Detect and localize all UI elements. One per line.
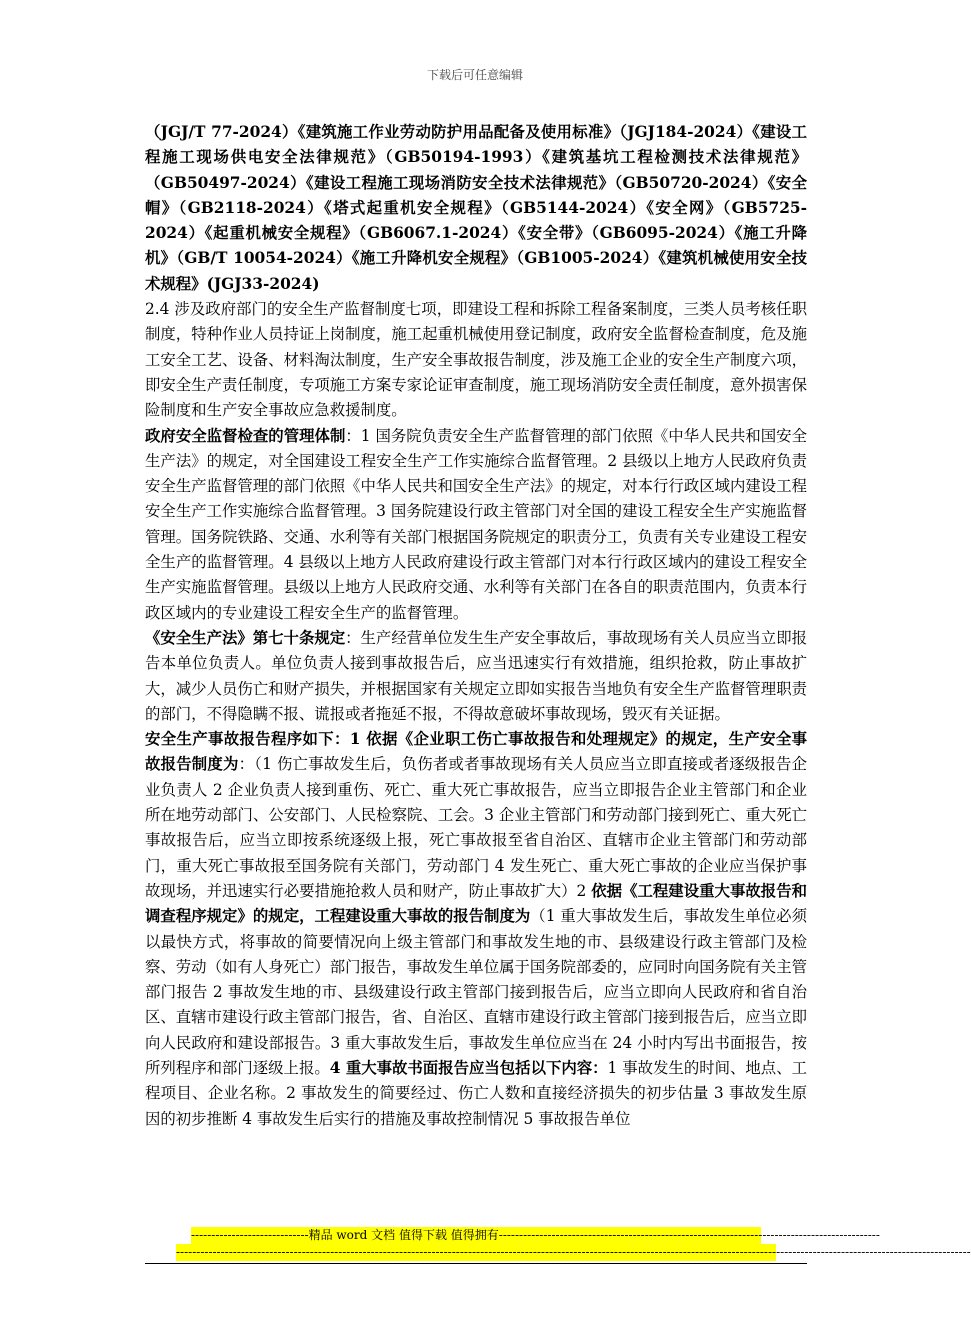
paragraph-safety-law-article — [145, 626, 807, 727]
footer-rule — [145, 1263, 807, 1264]
paragraph-standards-list — [145, 120, 807, 297]
report-procedure-text2: （1 重大事故发生后，事故发生单位必须以最快方式，将事故的简要情况向上级主管部门和事故发生地的市、县级建设行政主管部门及检察、劳动（如有人身死亡）部门报告，事故发生单位属于国务院部委的，应同时向国务院有关主管部门报告 2 事故发生地的市、县级建设行政主管部门接到报告后，应当立即向人民政府和省自治区、直辖市建设行政主管部门报告，省、自治区、直辖市建设行政主管部门接到报告后，应当立即向人民政府和建设部报告。3 重大事故发生后，事故发生单位应当在 24 小时内写出书面报告，按所列程序和部门逐级上报。 — [145, 907, 807, 1077]
safety-law-article-lead: 《安全生产法》第七十条规定 — [145, 628, 346, 647]
header-note: 下载后可任意编辑 — [426, 68, 523, 82]
document-body — [145, 120, 807, 1132]
paragraph-management-system — [145, 424, 807, 626]
safety-law-article-text: ：生产经营单位发生生产安全事故后，事故现场有关人员应当立即报告本单位负责人。单位负责人接到事故报告后，应当迅速实行有效措施，组织抢救，防止事故扩大，减少人员伤亡和财产损失，并根据国家有关规定立即如实报告当地负有安全生产监督管理职责的部门，不得隐瞒不报、谎报或者拖延不报，不得故意破坏事故现场，毁灭有关证据。 — [145, 628, 807, 723]
footer-line-1: -----------------------------精品 word 文档 值得下载 值得拥有---------------------------------------------------------------------------------------------- — [191, 1228, 880, 1242]
footer-banner — [145, 1227, 971, 1261]
report-procedure-bold3: 4 重大事故书面报告应当包括以下内容： — [329, 1058, 608, 1077]
paragraph-accident-report-procedure — [145, 727, 807, 1132]
paragraph-supervision-systems — [145, 297, 807, 423]
standards-list-text: （JGJ/T 77-2024）《建筑施工作业劳动防护用品配备及使用标准》（JGJ184-2024）《建设工程施工现场供电安全法律规范》（GB50194-1993）《建筑基坑工程检测技术法律规范》（GB50497-2024）《建设工程施工现场消防安全技术法律规范》（GB50720-2024）《安全帽》（GB2118-2024）《塔式起重机安全规程》（GB5144-2024）《安全网》（GB5725-2024）《起重机械安全规程》（GB6067.1-2024）《安全带》（GB6095-2024）《施工升降机》（GB/T 10054-2024）《施工升降机安全规程》（GB1005-2024）《建筑机械使用安全技术规程》(JGJ33-2024) — [145, 123, 807, 293]
report-procedure-bold1: 依据《企业职工伤亡事故报告和处理规定》的规定，生产安全事故报告制度为 — [145, 730, 807, 774]
report-procedure-bold2: 依据《工程建设重大事故报告和调查程序规定》的规定，工程建设重大事故的报告制度为 — [145, 881, 807, 926]
management-system-text: ：1 国务院负责安全生产监督管理的部门依照《中华人民共和国安全生产法》的规定，对全国建设工程安全生产工作实施综合监督管理。2 县级以上地方人民政府负责安全生产监督管理的部门依照《中华人民共和国安全生产法》的规定，对本行行政区域内建设工程安全生产工作实施综合监督管理。3 国务院建设行政主管部门对全国的建设工程安全生产实施监督管理。国务院铁路、交通、水利等有关部门根据国务院规定的职责分工，负责有关专业建设工程安全生产的监督管理。4 县级以上地方人民政府建设行政主管部门对本行行政区域内的建设工程安全生产实施监督管理。县级以上地方人民政府交通、水利等有关部门在各自的职责范围内，负责本行政区域内的专业建设工程安全生产的监督管理。 — [145, 426, 807, 622]
report-procedure-num1: 1 — [349, 730, 367, 749]
footer-line-2: ---------------------------------------------------------------------------------------------------------------------------------------------------------------------------------------------------- — [176, 1245, 971, 1259]
report-procedure-text1: ：（1 伤亡事故发生后，负伤者或者事故现场有关人员应当立即直接或者逐级报告企业负责人 2 企业负责人接到重伤、死亡、重大死亡事故报告，应当立即报告企业主管部门和企业所在地劳动部门、公安部门、人民检察院、工会。3 企业主管部门和劳动部门接到死亡、重大死亡事故报告后，应当立即按系统逐级上报，死亡事故报至省自治区、直辖市企业主管部门和劳动部门，重大死亡事故报至国务院有关部门，劳动部门 4 发生死亡、重大死亡事故的企业应当保护事故现场，并迅速实行必要措施抢救人员和财产，防止事故扩大）2 — [145, 755, 807, 900]
management-system-lead: 政府安全监督检查的管理体制 — [145, 426, 346, 445]
supervision-systems-text: 2.4 涉及政府部门的安全生产监督制度七项，即建设工程和拆除工程备案制度，三类人员考核任职制度，特种作业人员持证上岗制度，施工起重机械使用登记制度，政府安全监督检查制度，危及施工安全工艺、设备、材料淘汰制度，生产安全事故报告制度，涉及施工企业的安全生产制度六项，即安全生产责任制度，专项施工方案专家论证审查制度，施工现场消防安全责任制度，意外损害保险制度和生产安全事故应急救援制度。 — [145, 300, 807, 420]
report-procedure-text3: 1 事故发生的时间、地点、工程项目、企业名称。2 事故发生的简要经过、伤亡人数和直接经济损失的初步估量 3 事故发生原因的初步推断 4 事故发生后实行的措施及事故控制情况 5 事故报告单位 — [145, 1058, 807, 1128]
report-procedure-lead: 安全生产事故报告程序如下： — [145, 730, 350, 749]
